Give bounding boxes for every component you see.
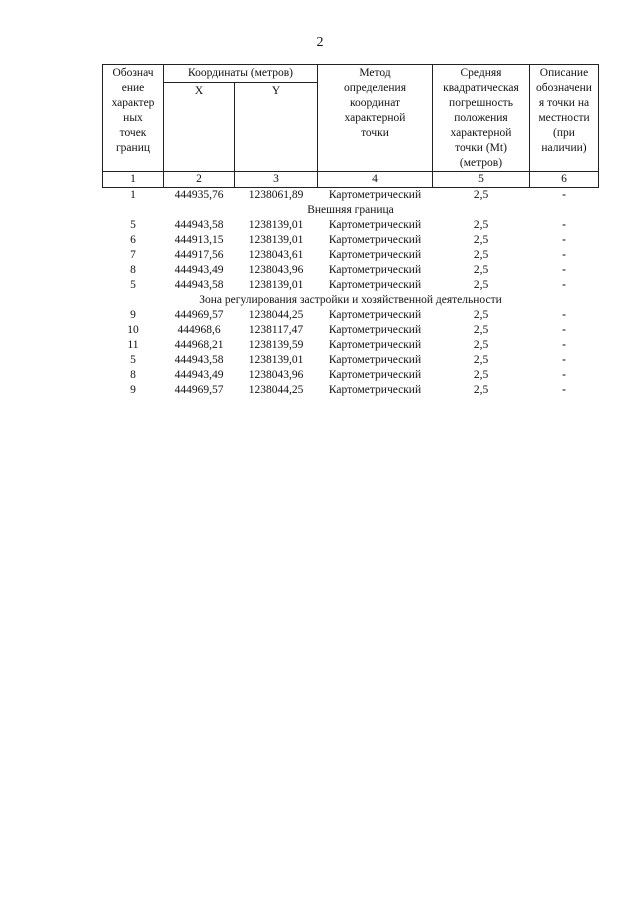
- header-line: погрешность: [449, 97, 513, 109]
- x-cell: 444917,56: [174, 249, 224, 261]
- description-cell: -: [562, 264, 566, 276]
- x-cell: 444969,57: [174, 384, 224, 396]
- method-cell: Картометрический: [328, 369, 422, 381]
- y-cell: 1238044,25: [248, 384, 304, 396]
- error-cell: 2,5: [473, 264, 489, 276]
- header-line: я точки на: [538, 97, 590, 109]
- header-description: [530, 65, 599, 172]
- y-cell: 1238043,96: [248, 369, 304, 381]
- description-cell: -: [562, 354, 566, 366]
- column-number: 1: [103, 172, 164, 188]
- method-cell: Картометрический: [328, 279, 422, 291]
- header-line: наличии): [541, 142, 587, 154]
- method-cell: Картометрический: [328, 234, 422, 246]
- y-cell: 1238044,25: [248, 309, 304, 321]
- header-method: [318, 65, 433, 172]
- header-line: (метров): [459, 157, 503, 169]
- table-row: [103, 248, 599, 263]
- table-row: [103, 383, 599, 398]
- header-line: характерной: [450, 127, 512, 139]
- error-cell: 2,5: [473, 369, 489, 381]
- method-cell: Картометрический: [328, 219, 422, 231]
- header-line: положения: [454, 112, 508, 124]
- method-cell: Картометрический: [328, 309, 422, 321]
- header-y: Y: [235, 83, 318, 172]
- x-cell: 444943,58: [174, 219, 224, 231]
- point-cell: 11: [127, 339, 139, 351]
- x-cell: 444935,76: [174, 189, 224, 201]
- column-number-row: [103, 172, 599, 188]
- point-cell: 5: [130, 354, 136, 366]
- error-cell: 2,5: [473, 189, 489, 201]
- section-title: Внешняя граница: [307, 204, 394, 216]
- description-cell: -: [562, 369, 566, 381]
- header-line: Метод: [359, 67, 391, 79]
- y-cell: 1238139,01: [248, 219, 304, 231]
- header-line: характерной: [344, 112, 406, 124]
- description-cell: -: [562, 384, 566, 396]
- header-line: (при: [553, 127, 575, 139]
- error-cell: 2,5: [473, 354, 489, 366]
- description-cell: -: [562, 279, 566, 291]
- section-row: [103, 293, 599, 308]
- point-cell: 6: [130, 234, 136, 246]
- description-cell: -: [562, 339, 566, 351]
- y-cell: 1238139,59: [248, 339, 304, 351]
- point-cell: 9: [130, 309, 136, 321]
- x-cell: 444968,21: [174, 339, 224, 351]
- column-number: 3: [235, 172, 318, 188]
- header-line: ение: [121, 82, 145, 94]
- x-cell: 444968,6: [177, 324, 221, 336]
- x-cell: 444969,57: [174, 309, 224, 321]
- header-point-designation: [103, 65, 164, 172]
- description-cell: -: [562, 234, 566, 246]
- description-cell: -: [562, 324, 566, 336]
- table-row: [103, 353, 599, 368]
- y-cell: 1238043,96: [248, 264, 304, 276]
- point-cell: 7: [130, 249, 136, 261]
- header-line: характер: [111, 97, 155, 109]
- x-cell: 444943,49: [174, 369, 224, 381]
- y-cell: 1238139,01: [248, 279, 304, 291]
- y-cell: 1238061,89: [248, 189, 304, 201]
- table-row: [103, 368, 599, 383]
- point-cell: 1: [130, 189, 136, 201]
- column-number: 5: [433, 172, 530, 188]
- table-row: [103, 308, 599, 323]
- method-cell: Картометрический: [328, 189, 422, 201]
- method-cell: Картометрический: [328, 264, 422, 276]
- header-mean-error: [433, 65, 530, 172]
- header-x: X: [164, 83, 235, 172]
- header-line: точки (Mt): [455, 142, 507, 154]
- description-cell: -: [562, 189, 566, 201]
- error-cell: 2,5: [473, 309, 489, 321]
- method-cell: Картометрический: [328, 339, 422, 351]
- page-number: 2: [316, 35, 324, 50]
- table-row: [103, 188, 599, 204]
- point-cell: 5: [130, 219, 136, 231]
- header-line: Средняя: [460, 67, 502, 79]
- description-cell: -: [562, 219, 566, 231]
- header-line: Обознач: [112, 67, 154, 79]
- y-cell: 1238139,01: [248, 354, 304, 366]
- coordinates-table: [102, 64, 599, 398]
- table-row: [103, 323, 599, 338]
- error-cell: 2,5: [473, 324, 489, 336]
- method-cell: Картометрический: [328, 249, 422, 261]
- error-cell: 2,5: [473, 249, 489, 261]
- header-line: границ: [115, 142, 151, 154]
- error-cell: 2,5: [473, 234, 489, 246]
- description-cell: -: [562, 309, 566, 321]
- column-number: 2: [164, 172, 235, 188]
- table-row: [103, 218, 599, 233]
- point-cell: 10: [127, 324, 139, 336]
- point-cell: 5: [130, 279, 136, 291]
- table-row: [103, 278, 599, 293]
- column-number: 4: [318, 172, 433, 188]
- table-header: [103, 65, 599, 172]
- table-row: [103, 233, 599, 248]
- header-line: обозначени: [536, 82, 592, 94]
- header-line: определения: [343, 82, 406, 94]
- section-title: Зона регулирования застройки и хозяйственной деятельности: [199, 294, 502, 306]
- header-line: координат: [349, 97, 401, 109]
- error-cell: 2,5: [473, 339, 489, 351]
- method-cell: Картометрический: [328, 354, 422, 366]
- point-cell: 8: [130, 369, 136, 381]
- x-cell: 444943,58: [174, 279, 224, 291]
- column-number: 6: [530, 172, 599, 188]
- error-cell: 2,5: [473, 279, 489, 291]
- header-line: точек: [119, 127, 147, 139]
- header-line: точки: [361, 127, 389, 139]
- table-body: [103, 172, 599, 399]
- header-line: ных: [123, 112, 143, 124]
- x-cell: 444913,15: [174, 234, 224, 246]
- description-cell: -: [562, 249, 566, 261]
- x-cell: 444943,49: [174, 264, 224, 276]
- error-cell: 2,5: [473, 219, 489, 231]
- section-row: [103, 203, 599, 218]
- header-line: местности: [538, 112, 590, 124]
- error-cell: 2,5: [473, 384, 489, 396]
- point-cell: 8: [130, 264, 136, 276]
- header-line: Описание: [539, 67, 589, 79]
- method-cell: Картометрический: [328, 324, 422, 336]
- y-cell: 1238043,61: [248, 249, 304, 261]
- point-cell: 9: [130, 384, 136, 396]
- table-row: [103, 263, 599, 278]
- header-coordinates-group: Координаты (метров): [164, 65, 318, 83]
- method-cell: Картометрический: [328, 384, 422, 396]
- y-cell: 1238139,01: [248, 234, 304, 246]
- table-row: [103, 338, 599, 353]
- x-cell: 444943,58: [174, 354, 224, 366]
- y-cell: 1238117,47: [248, 324, 304, 336]
- header-line: квадратическая: [443, 82, 519, 94]
